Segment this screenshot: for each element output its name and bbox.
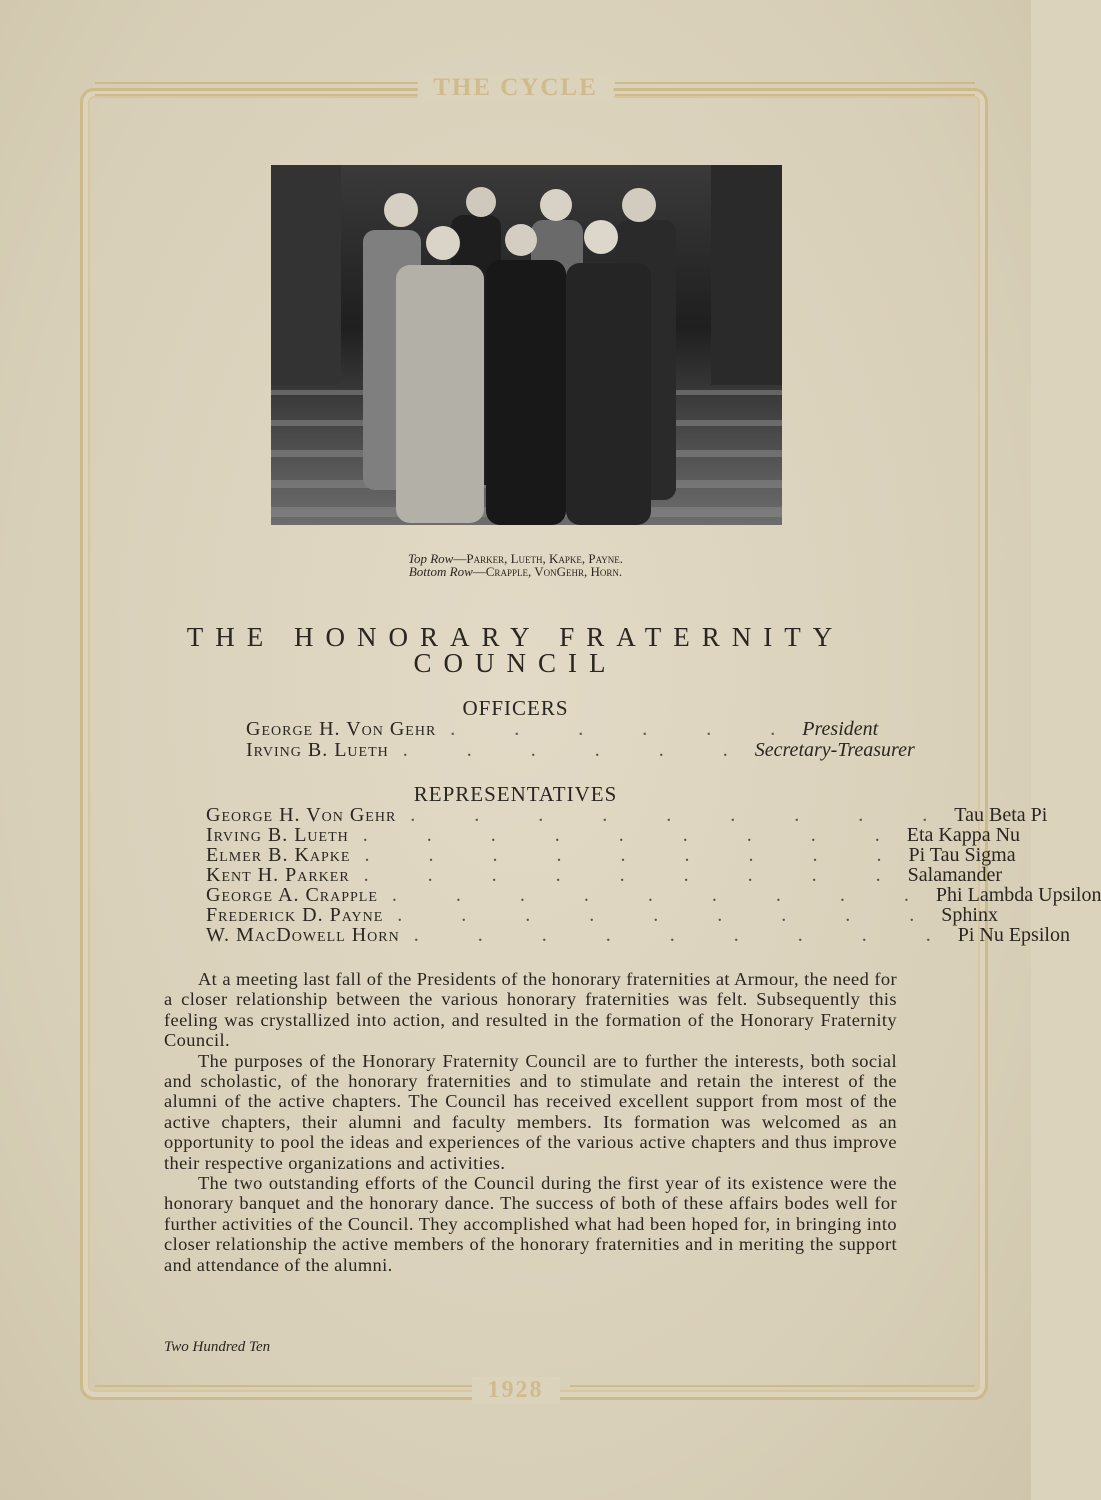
footer-rule-right [570, 1385, 975, 1399]
representative-name: George A. Crapple [206, 884, 378, 906]
representative-fraternity: Tau Beta Pi [954, 804, 1048, 826]
group-photo-icon [271, 165, 782, 525]
representative-fraternity: Eta Kappa Nu [906, 824, 1021, 846]
leader-dots: . . . . . . [450, 718, 803, 740]
leader-dots: . . . . . . . . . [363, 864, 908, 886]
representative-row [206, 904, 998, 926]
representative-row [206, 804, 1048, 826]
officer-role: Secretary-Treasurer [754, 739, 915, 761]
leader-dots: . . . . . . . . . [410, 804, 955, 826]
representative-name: Irving B. Lueth [206, 824, 349, 846]
body-paragraph: The two outstanding efforts of the Council during the first year of its existence were the honorary banquet and the honorary dance. The success of both of these affairs bodes well for further activities of the Council. They accomplished what had been hoped for, in bringing into closer relationship the active members of the honorary fraternities and in meriting the support and attendance of the alumni. [164, 1173, 897, 1275]
caption-bottom-names: —Crapple, VonGehr, Horn. [472, 564, 623, 579]
group-photo [271, 165, 782, 525]
page-number-label: Two Hundred Ten [164, 1339, 271, 1355]
representative-fraternity: Pi Tau Sigma [908, 844, 1016, 866]
running-title: THE CYCLE [417, 74, 614, 102]
representative-name: George H. Von Gehr [206, 804, 397, 826]
caption-bottom-label: Bottom Row [408, 564, 473, 579]
leader-dots: . . . . . . . . . [413, 924, 958, 946]
officer-row [246, 718, 879, 740]
representative-row [206, 864, 1003, 886]
header-rule-right [615, 82, 975, 96]
representative-name: Kent H. Parker [206, 864, 350, 886]
caption-top-label: Top Row [407, 551, 454, 566]
caption-top-names: —Parker, Lueth, Kapke, Payne. [453, 551, 624, 566]
representative-fraternity: Pi Nu Epsilon [957, 924, 1070, 946]
officer-role: President [802, 718, 879, 740]
page-title-line2: COUNCIL [413, 648, 618, 678]
leader-dots: . . . . . . [402, 739, 755, 761]
representative-name: Frederick D. Payne [206, 904, 384, 926]
representative-fraternity: Salamander [907, 864, 1003, 886]
leader-dots: . . . . . . . . . [362, 824, 907, 846]
footer-rule-left [95, 1385, 483, 1399]
representative-row [206, 924, 1070, 946]
officers-heading: OFFICERS [462, 696, 569, 720]
body-paragraph: At a meeting last fall of the Presidents of the honorary fraternities at Armour, the need for a closer relationship between the various honorary fraternities was felt. Subsequently this feeling was crystallized into action, and resulted in the formation of the Honorary Fraternity Council. [164, 969, 897, 1051]
representative-name: Elmer B. Kapke [206, 844, 351, 866]
representative-fraternity: Sphinx [941, 904, 998, 926]
representative-row [206, 884, 1101, 906]
header-rule-left [95, 82, 440, 96]
officer-row [246, 739, 915, 761]
body-paragraph: The purposes of the Honorary Fraternity Council are to further the interests, both social and scholastic, of the honorary fraternities and to stimulate and retain the interest of the alumni of the active chapters. The Council has received excellent support from most of the active chapters, their alumni and faculty members. Its formation was welcomed as an opportunity to pool the ideas and experiences of the various active chapters and thus improve their respective organizations and activities. [164, 1050, 897, 1173]
representatives-heading: REPRESENTATIVES [413, 782, 618, 806]
leader-dots: . . . . . . . . . [391, 884, 936, 906]
photo-caption-bottom [0, 564, 1031, 580]
officer-name: George H. Von Gehr [246, 718, 437, 740]
representative-row [206, 824, 1021, 846]
officer-name: Irving B. Lueth [246, 739, 389, 761]
representative-fraternity: Phi Lambda Upsilon [935, 884, 1101, 906]
article-body [164, 969, 897, 1275]
page-title-line1: THE HONORARY FRATERNITY [186, 622, 845, 652]
year-label: 1928 [472, 1377, 560, 1404]
representative-row [206, 844, 1016, 866]
leader-dots: . . . . . . . . . [397, 904, 942, 926]
leader-dots: . . . . . . . . . [364, 844, 909, 866]
representative-name: W. MacDowell Horn [206, 924, 400, 946]
